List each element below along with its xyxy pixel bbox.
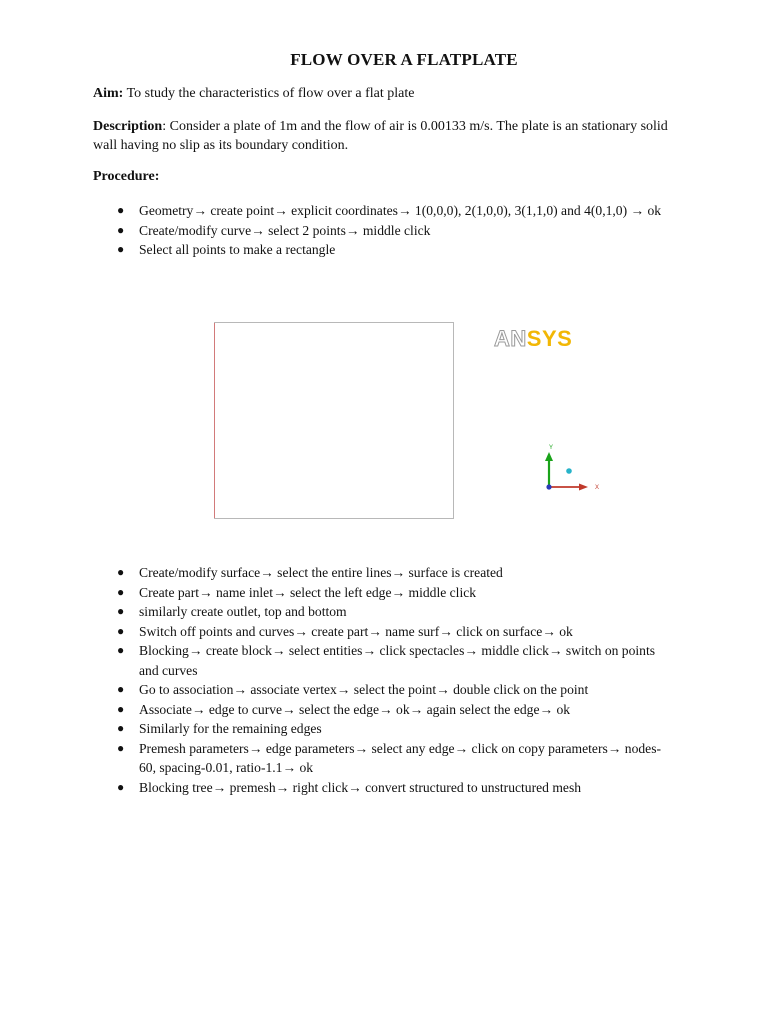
geometry-rectangle-figure [214, 322, 454, 519]
bullet-icon: ● [117, 643, 125, 657]
procedure-step-text: Premesh parameters→ edge parameters→ select any edge→ click on copy parameters→ nodes-60, spacing-0.01, ratio-1.1→ ok [139, 740, 662, 775]
procedure-step [0, 240, 768, 260]
procedure-step [0, 602, 768, 622]
procedure-step [0, 221, 768, 241]
bullet-icon: ● [117, 740, 125, 755]
bullet-icon: ● [117, 203, 125, 217]
procedure-step-text: Similarly for the remaining edges [139, 721, 322, 736]
procedure-step-text: Associate→ edge to curve→ select the edge→ ok→ again select the edge→ ok [139, 701, 571, 717]
procedure-step [0, 700, 768, 720]
description-paragraph [93, 117, 668, 155]
procedure-step-text: similarly create outlet, top and bottom [139, 604, 347, 619]
document-title: FLOW OVER A FLATPLATE [290, 50, 518, 69]
ansys-logo-part2: SYS [526, 326, 573, 351]
procedure-step [0, 641, 768, 680]
procedure-step-text: Blocking tree→ premesh→ right click→ convert structured to unstructured mesh [139, 779, 582, 795]
description-label: Description [93, 119, 163, 134]
bullet-icon: ● [117, 222, 125, 237]
procedure-step [0, 680, 768, 700]
aim-text: To study the characteristics of flow over a flat plate [123, 86, 415, 101]
bullet-icon: ● [117, 584, 125, 599]
procedure-step-text: Go to association→ associate vertex→ select the point→ double click on the point [139, 682, 589, 697]
procedure-step-text: Geometry→ create point→ explicit coordinates→ 1(0,0,0), 2(1,0,0), 3(1,1,0) and 4(0,1,0) → ok [139, 203, 662, 218]
x-axis-arrowhead [579, 484, 588, 491]
procedure-steps-list-2 [0, 563, 768, 797]
procedure-step-text: Blocking→ create block→ select entities→ click spectacles→ middle click→ switch on points and curves [139, 643, 656, 678]
z-axis-marker [566, 468, 572, 474]
aim-label: Aim: [93, 86, 124, 101]
bullet-icon: ● [117, 682, 125, 696]
bullet-icon: ● [117, 721, 125, 735]
description-text: : Consider a plate of 1m and the flow of air is 0.00133 m/s. The plate is an stationary solid wall having no slip as its boundary condition. [93, 119, 668, 153]
procedure-label: Procedure: [93, 169, 160, 184]
procedure-step-text: Create/modify curve→ select 2 points→ middle click [139, 222, 431, 238]
procedure-step-text: Create part→ name inlet→ select the left edge→ middle click [139, 584, 477, 600]
bullet-icon: ● [117, 701, 125, 716]
ansys-logo [494, 326, 572, 352]
procedure-step [0, 719, 768, 739]
y-axis-arrowhead [545, 452, 553, 461]
procedure-step [0, 583, 768, 603]
bullet-icon: ● [117, 604, 125, 618]
coordinate-axes-triad [536, 440, 608, 496]
axes-origin [546, 484, 551, 489]
procedure-step-text: Select all points to make a rectangle [139, 242, 336, 257]
aim-paragraph [93, 84, 668, 103]
procedure-step-text: Switch off points and curves→ create part→ name surf→ click on surface→ ok [139, 623, 573, 639]
bullet-icon: ● [117, 565, 125, 579]
procedure-step [0, 739, 768, 778]
bullet-icon: ● [117, 623, 125, 638]
bullet-icon: ● [117, 242, 125, 256]
axis-x-label: X [595, 485, 600, 491]
axis-y-label: Y [549, 445, 554, 451]
bullet-icon: ● [117, 779, 125, 794]
procedure-step-text: Create/modify surface→ select the entire lines→ surface is created [139, 565, 503, 580]
procedure-steps-list-1 [0, 201, 768, 260]
procedure-step [0, 778, 768, 798]
ansys-logo-part1: AN [494, 326, 527, 351]
procedure-step [0, 622, 768, 642]
procedure-step [0, 201, 768, 221]
procedure-heading [93, 167, 668, 186]
procedure-step [0, 563, 768, 583]
